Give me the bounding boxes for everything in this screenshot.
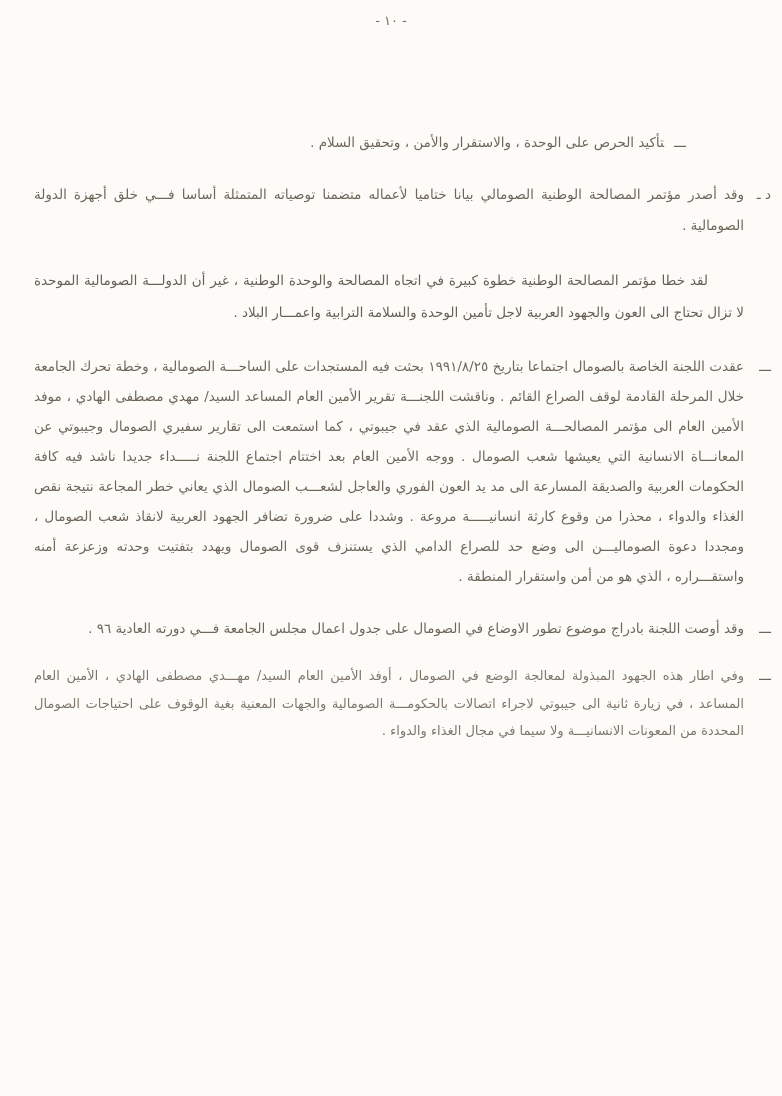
item-dash-marker: ـــ <box>759 668 771 684</box>
item-d-marker: د ـ <box>756 187 771 203</box>
page-number: - ١٠ - <box>375 14 407 29</box>
list-item-text: وقد أوصت اللجنة بادراج موضوع تطور الاوضاع في الصومال على جدول اعمال مجلس الجامعة فـــي دورته العادية ٩٦ . <box>88 621 744 637</box>
item-dash-marker: ـــ <box>674 135 686 151</box>
list-item-text: وفي اطار هذه الجهود المبذولة لمعالجة الوضع في الصومال ، أوفد الأمين العام السيد/ مهـــدي مصطفى الهادي ، الأمين العام المساعد ، في زيارة ثانية الى جيبوتي لاجراء اتصالات بالحكومـــة الصومالية والجهات المعنية بغية الوقوف على احتياجات الصومال المحددة من المعونات الانسانيـــة ولا سيما في مجال الغذاء والدواء . <box>34 669 744 739</box>
list-item-committee-meeting <box>34 352 771 592</box>
item-dash-marker: ـــ <box>759 359 771 375</box>
list-item-d-communique <box>34 180 771 242</box>
list-item-text: وقد أصدر مؤتمر المصالحة الوطنية الصومالي بيانا ختاميا لأعماله متضمنا توصياته المتمثلة أساسا فـــي خلق أجهزة الدولة الصومالية . <box>34 187 744 234</box>
list-item-council-agenda <box>34 614 771 645</box>
document-body <box>0 128 782 746</box>
paragraph-reconciliation-step: لقد خطا مؤتمر المصالحة الوطنية خطوة كبيرة في اتجاه المصالحة والوحدة الوطنية ، غير أن الدولـــة الصومالية الموحدة لا تزال تحتاج الى العون والجهود العربية لاجل تأمين الوحدة والسلامة الترابية واعمـــار البلاد . <box>34 273 744 321</box>
list-item-unity <box>104 128 686 159</box>
list-item-text: تأكيد الحرص على الوحدة ، والاستقرار والأمن ، وتحقيق السلام . <box>310 135 665 151</box>
item-dash-marker: ـــ <box>759 621 771 637</box>
list-item-djibouti-visit <box>34 663 771 746</box>
list-item-text: عقدت اللجنة الخاصة بالصومال اجتماعا بتاريخ ١٩٩١/٨/٢٥ بحثت فيه المستجدات على الساحـــة الصومالية ، وخطة تحرك الجامعة خلال المرحلة القادمة لوقف الصراع القائم . وناقشت اللجنـــة تقرير الأمين العام المساعد السيد/ مهدي مصطفى الهادي ، موفد الأمين العام الى مؤتمر المصالحـــة الصومالية الذي عقد في جيبوتي ، كما استمعت الى تقارير سفيري الصومال وجيبوتي عن المعانـــاة الانسانية التي يعيشها شعب الصومال . ووجه الأمين العام بعد اختتام اجتماع اللجنة نـــــداء جديدا ناشد فيه كافة الحكومات العربية والصديقة المسارعة الى مد يد العون الفوري والعاجل لشعـــب الصومال الذي يعاني خطر المجاعة نتيجة نقص الغذاء والدواء ، محذرا من وقوع كارثة انسانيـــــة مروعة . وشددا على ضرورة تضافر الجهود العربية لانقاذ شعب الصومال ، ومجددا دعوة الصوماليـــن الى وضع حد للصراع الدامي الذي يستنزف قوى الصومال ويهدد بتفتيت وحدته وزعزعة أمنه واستقـــراره ، الذي هو من أمن واستقرار المنطقة . <box>34 359 744 585</box>
